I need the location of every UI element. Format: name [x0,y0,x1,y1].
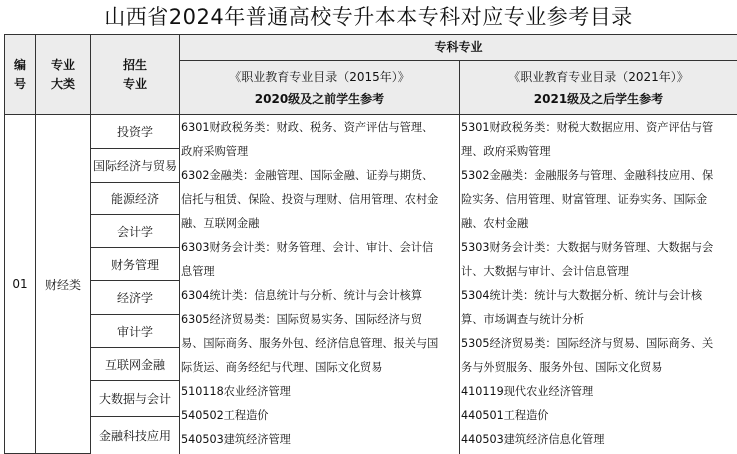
major-cell-4 [90,215,179,248]
major-cell-3 [90,183,179,215]
major-cell-5 [90,248,179,281]
header-number-line1: 编 [13,57,26,72]
col-2021-content [459,115,737,454]
col-2015-line: 6302金融类：金融管理、国际金融、证券与期货、 [181,169,434,182]
col-2015-line: 6301财政税务类：财政、税务、资产评估与管理、 [181,121,434,134]
col-2015-line: 政府采购管理 [181,145,249,158]
major-name: 金融科技应用 [98,429,171,443]
col-2015-line: 融、互联网金融 [181,217,260,230]
col-2015-line: 510118农业经济管理 [181,385,291,398]
major-cell-9 [90,381,179,417]
col-2021-line: 计、大数据与审计、会计信息管理 [461,265,629,278]
col-2015-line: 际货运、商务经纪与代理、国际文化贸易 [181,361,383,374]
col-2021-line: 5305经济贸易类：国际经济与贸易、国际商务、关 [461,337,714,350]
major-cell-6 [90,281,179,315]
col-2015-line: 6305经济贸易类：国际贸易实务、国际经济与贸 [181,313,423,326]
header-category-cell [35,34,90,115]
col-2021-line: 理、政府采购管理 [461,145,551,158]
page-title: 山西省2024年普通高校专升本本专科对应专业参考目录 [104,5,633,29]
col-2015-line: 6303财务会计类：财务管理、会计、审计、会计信 [181,241,434,254]
header-specialty-cell [179,34,737,60]
header-major-line1: 招生 [122,57,147,72]
col-2021-line: 440501工程造价 [461,409,549,422]
major-name: 经济学 [116,291,153,305]
col-2015-line: 6304统计类：信息统计与分析、统计与会计核算 [181,289,423,302]
row-category-cell [35,115,90,454]
major-name: 审计学 [116,324,153,339]
major-cell-8 [90,348,179,381]
header-2015-title: 《职业教育专业目录（2015年）》 [229,69,410,84]
major-cell-10 [90,417,179,454]
major-name: 国际经济与贸易 [92,159,177,173]
header-major-line2: 专业 [122,76,147,91]
col-2015-line: 540502工程造价 [181,409,269,422]
header-category-line2: 大类 [50,76,75,91]
col-2015-line: 易、国际商务、服务外包、经济信息管理、报关与国 [181,337,439,350]
col-2015-line: 息管理 [181,265,215,278]
major-name: 财务管理 [110,257,159,272]
col-2015-content [179,115,459,454]
col-2021-line: 5303财务会计类：大数据与财务管理、大数据与会 [461,241,714,254]
col-2021-line: 务与外贸服务、服务外包、国际文化贸易 [461,361,663,374]
header-specialty-label: 专科专业 [434,40,483,54]
header-number-line2: 号 [13,76,26,91]
col-2021-line: 算、市场调查与统计分析 [461,313,585,326]
major-name: 能源经济 [110,192,159,206]
header-2015-cell [179,60,459,115]
major-name: 会计学 [116,224,153,239]
col-2021-line: 5304统计类：统计与大数据分析、统计与会计核 [461,289,703,302]
col-2015-line: 信托与租赁、保险、投资与理财、信用管理、农村金 [181,193,439,206]
major-name: 大数据与会计 [98,392,171,406]
major-cell-1 [90,115,179,149]
header-number-cell [4,34,35,115]
col-2021-line: 410119现代农业经济管理 [461,385,594,398]
header-category-line1: 专业 [50,57,75,72]
col-2021-line: 5302金融类：金融服务与管理、金融科技应用、保 [461,169,714,182]
major-name: 互联网金融 [104,357,165,372]
major-name: 投资学 [116,125,153,139]
header-2021-subtitle: 2021级及之后学生参考 [533,91,664,106]
major-cell-2 [90,149,179,183]
header-2021-title: 《职业教育专业目录（2021年）》 [508,69,689,84]
col-2021-line: 440503建筑经济信息化管理 [461,433,605,446]
col-2021-line: 融、农村金融 [461,217,529,230]
header-major-cell [90,34,179,115]
col-2015-line: 540503建筑经济管理 [181,433,291,446]
row-number: 01 [12,277,28,291]
header-2021-cell [459,60,737,115]
header-2015-subtitle: 2020级及之前学生参考 [254,91,385,106]
col-2021-line: 险实务、信用管理、财富管理、证券实务、国际金 [461,193,708,206]
col-2021-line: 5301财政税务类：财税大数据应用、资产评估与管 [461,121,714,134]
major-cell-7 [90,315,179,348]
row-number-cell [4,115,35,454]
row-category: 财经类 [44,277,81,292]
